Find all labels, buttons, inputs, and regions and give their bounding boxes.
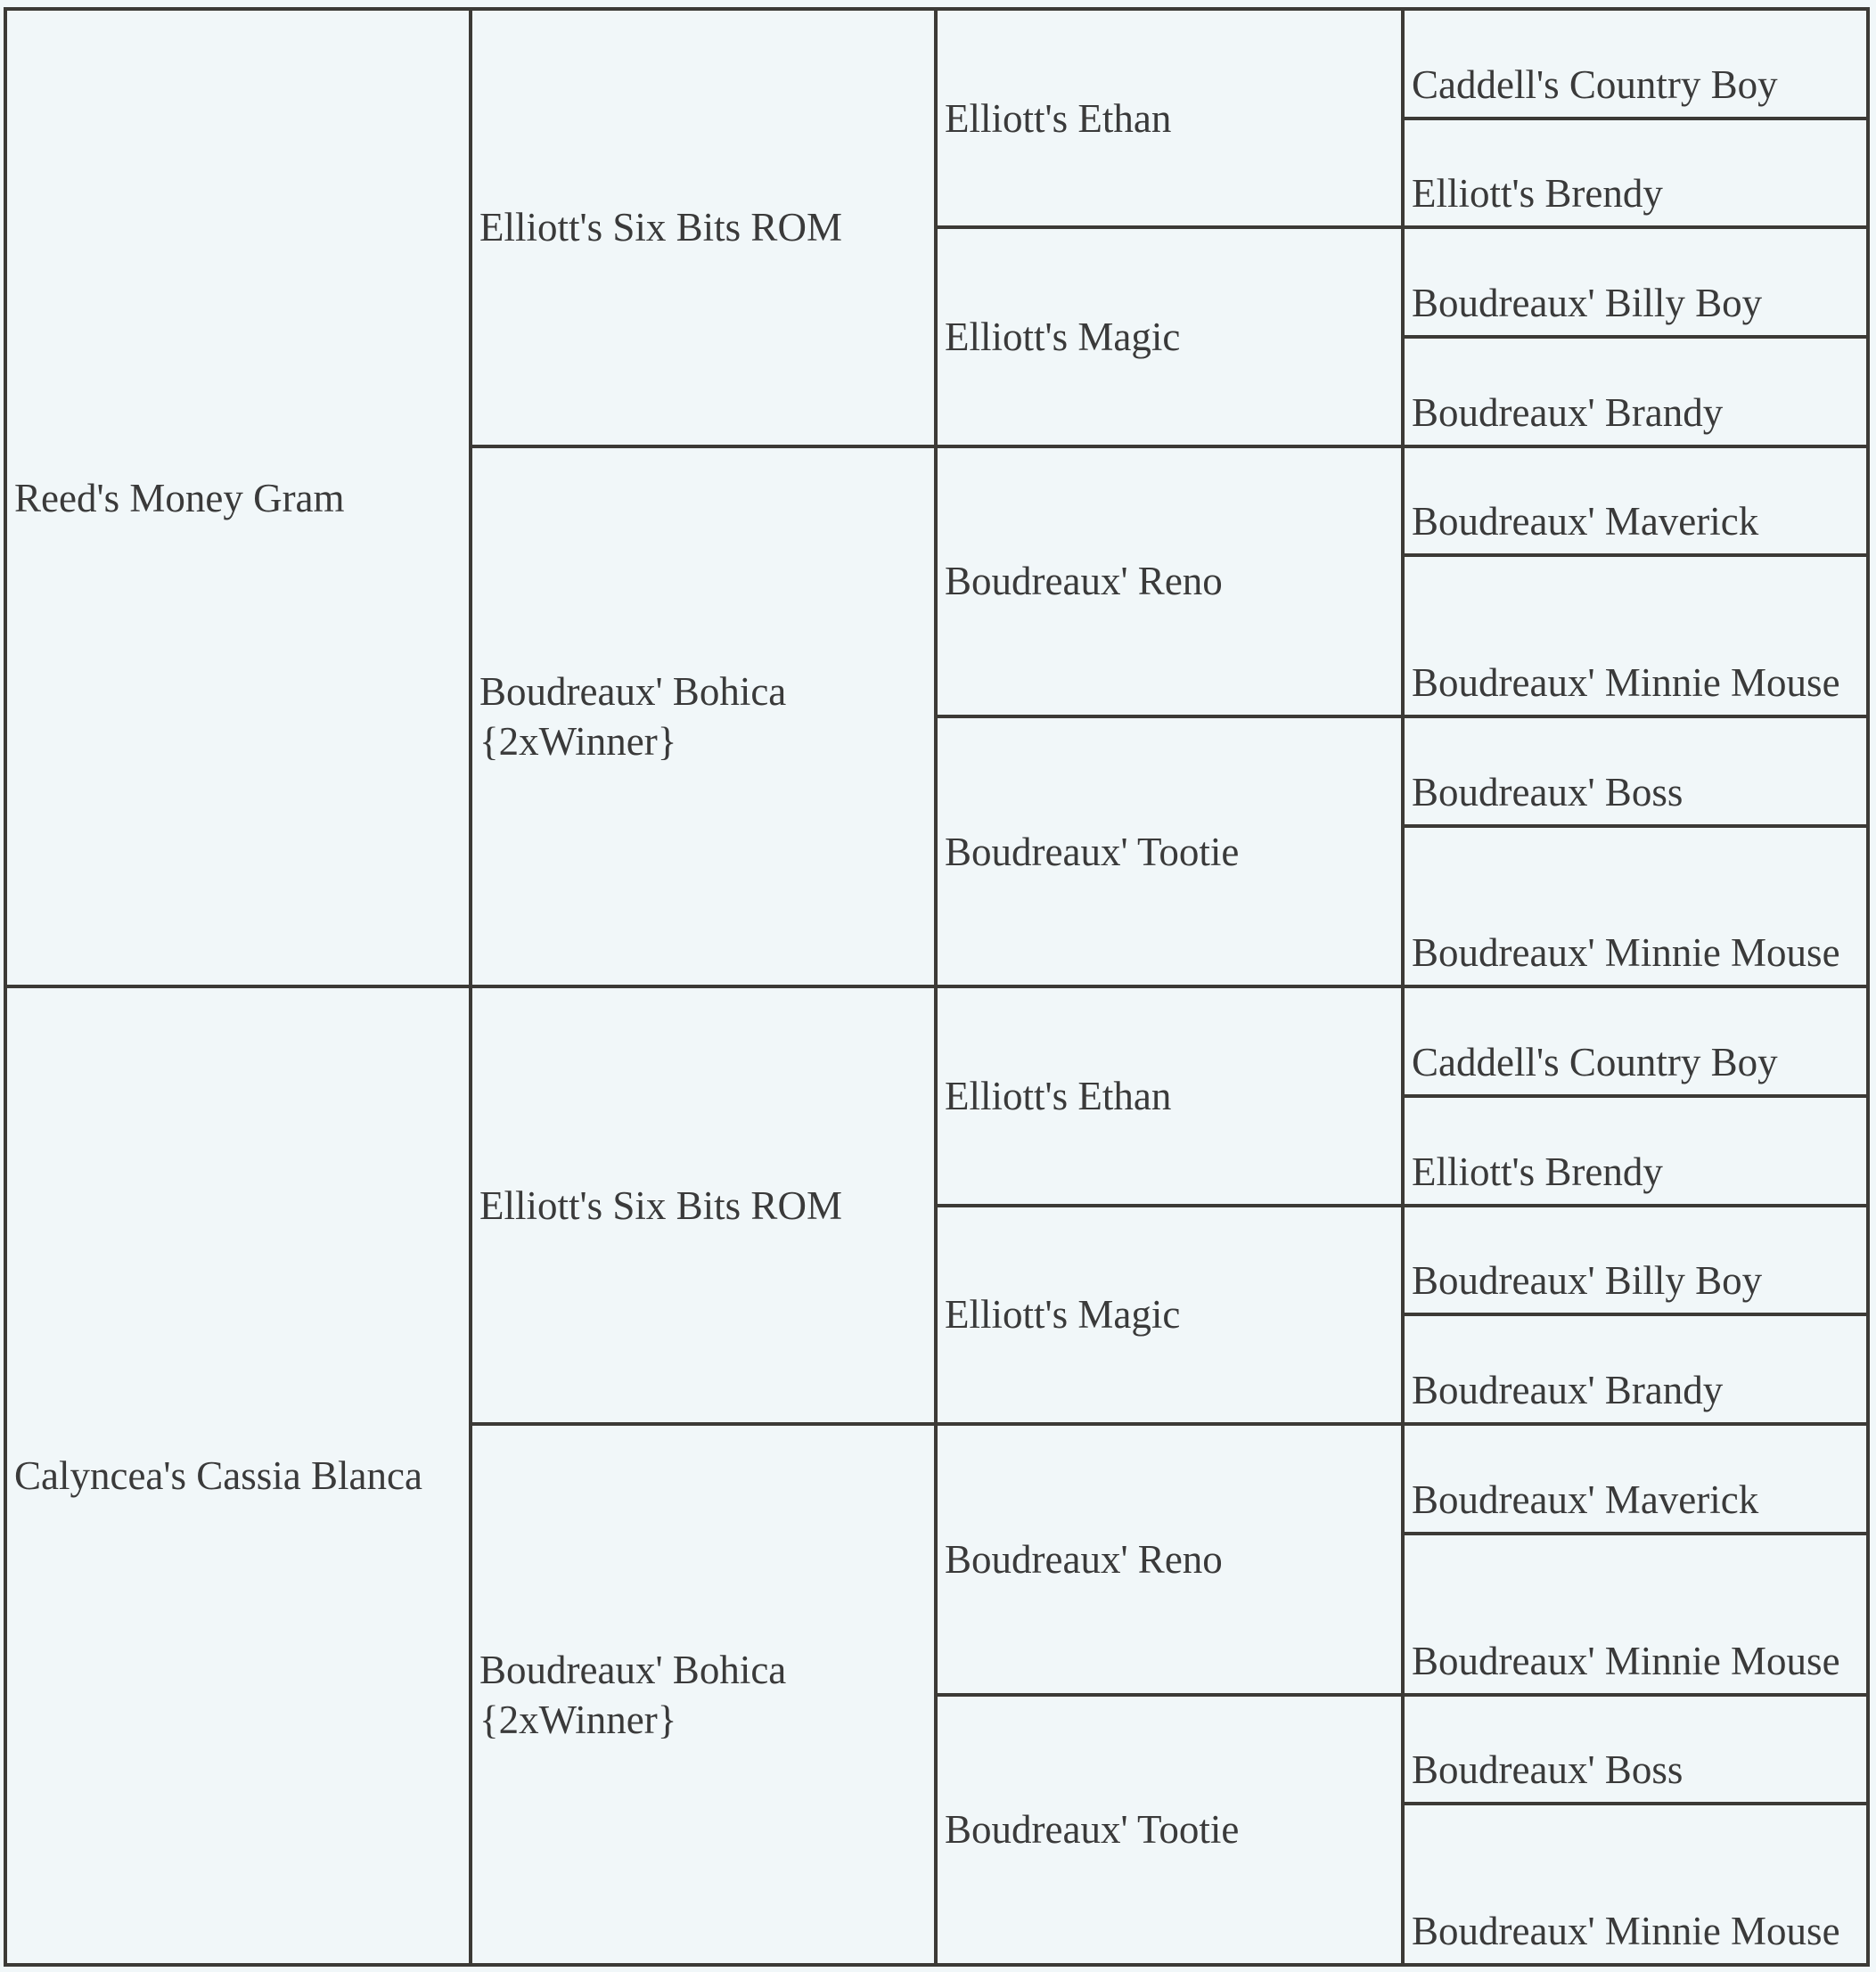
ancestor-cell	[1403, 1314, 1868, 1424]
ancestor-cell	[1403, 337, 1868, 446]
sire-sire-cell	[471, 9, 936, 446]
ancestor-name: Boudreaux' Billy Boy	[1412, 1258, 1763, 1304]
ancestor-cell	[1403, 446, 1868, 556]
ancestor-cell	[1403, 1206, 1868, 1315]
ancestor-cell	[1403, 986, 1868, 1096]
ancestor-cell	[1403, 555, 1868, 716]
dam-dam-dam-cell	[936, 1695, 1403, 1965]
ancestor-cell	[1403, 1096, 1868, 1206]
ancestor-name: Boudreaux' Billy Boy	[1412, 281, 1763, 326]
ancestor-name: Elliott's Brendy	[1412, 1149, 1663, 1194]
ancestor-name: Boudreaux' Minnie Mouse	[1412, 1909, 1840, 1953]
sire-sire-sire-cell	[936, 9, 1403, 227]
sire-dam-dam-name: Boudreaux' Tootie	[945, 829, 1240, 874]
sire-sire-dam-cell	[936, 227, 1403, 446]
sire-dam-dam-cell	[936, 716, 1403, 986]
dam-sire-name: Elliott's Six Bits ROM	[479, 1182, 842, 1228]
ancestor-cell	[1403, 1424, 1868, 1534]
ancestor-name: Boudreaux' Brandy	[1412, 1368, 1724, 1413]
dam-dam-name: Boudreaux' Bohica	[479, 1647, 787, 1692]
ancestor-name: Boudreaux' Maverick	[1412, 499, 1759, 544]
sire-sire-dam-name: Elliott's Magic	[945, 315, 1181, 360]
ancestor-name: Boudreaux' Minnie Mouse	[1412, 660, 1840, 706]
dam-dam-sire-name: Boudreaux' Reno	[945, 1536, 1223, 1582]
ancestor-name: Boudreaux' Minnie Mouse	[1412, 930, 1840, 976]
ancestor-cell	[1403, 826, 1868, 987]
ancestor-cell	[1403, 716, 1868, 826]
dam-sire-dam-cell	[936, 1206, 1403, 1424]
sire-sire-name: Elliott's Six Bits ROM	[479, 205, 842, 250]
dam-sire-dam-name: Elliott's Magic	[945, 1292, 1181, 1338]
ancestor-name: Boudreaux' Brandy	[1412, 389, 1724, 435]
sire-sire-sire-name: Elliott's Ethan	[945, 95, 1172, 141]
dam-sire-sire-cell	[936, 986, 1403, 1205]
sire-dam-name: Boudreaux' Bohica	[479, 669, 787, 715]
dam-dam-note: {2xWinner}	[479, 1697, 677, 1742]
dam-name: Calyncea's Cassia Blanca	[14, 1453, 422, 1499]
ancestor-cell	[1403, 227, 1868, 337]
ancestor-cell	[1403, 1695, 1868, 1804]
sire-dam-sire-cell	[936, 446, 1403, 716]
ancestor-name: Boudreaux' Boss	[1412, 769, 1683, 814]
dam-sire-sire-name: Elliott's Ethan	[945, 1074, 1172, 1119]
sire-name: Reed's Money Gram	[14, 475, 345, 520]
ancestor-cell	[1403, 1804, 1868, 1965]
ancestor-name: Boudreaux' Minnie Mouse	[1412, 1638, 1840, 1683]
dam-dam-cell	[471, 1424, 936, 1965]
dam-dam-sire-cell	[936, 1424, 1403, 1694]
ancestor-cell	[1403, 119, 1868, 228]
ancestor-name: Caddell's Country Boy	[1412, 1040, 1778, 1085]
ancestor-name: Elliott's Brendy	[1412, 171, 1663, 217]
dam-dam-dam-name: Boudreaux' Tootie	[945, 1807, 1240, 1853]
sire-dam-cell	[471, 446, 936, 987]
ancestor-name: Boudreaux' Maverick	[1412, 1477, 1759, 1522]
ancestor-cell	[1403, 9, 1868, 119]
ancestor-name: Boudreaux' Boss	[1412, 1747, 1683, 1793]
sire-dam-note: {2xWinner}	[479, 719, 677, 765]
sire-dam-sire-name: Boudreaux' Reno	[945, 559, 1223, 604]
sire-cell	[5, 9, 471, 986]
ancestor-name: Caddell's Country Boy	[1412, 61, 1778, 107]
dam-sire-cell	[471, 986, 936, 1424]
pedigree-table	[4, 7, 1870, 1967]
ancestor-cell	[1403, 1534, 1868, 1695]
dam-cell	[5, 986, 471, 1965]
